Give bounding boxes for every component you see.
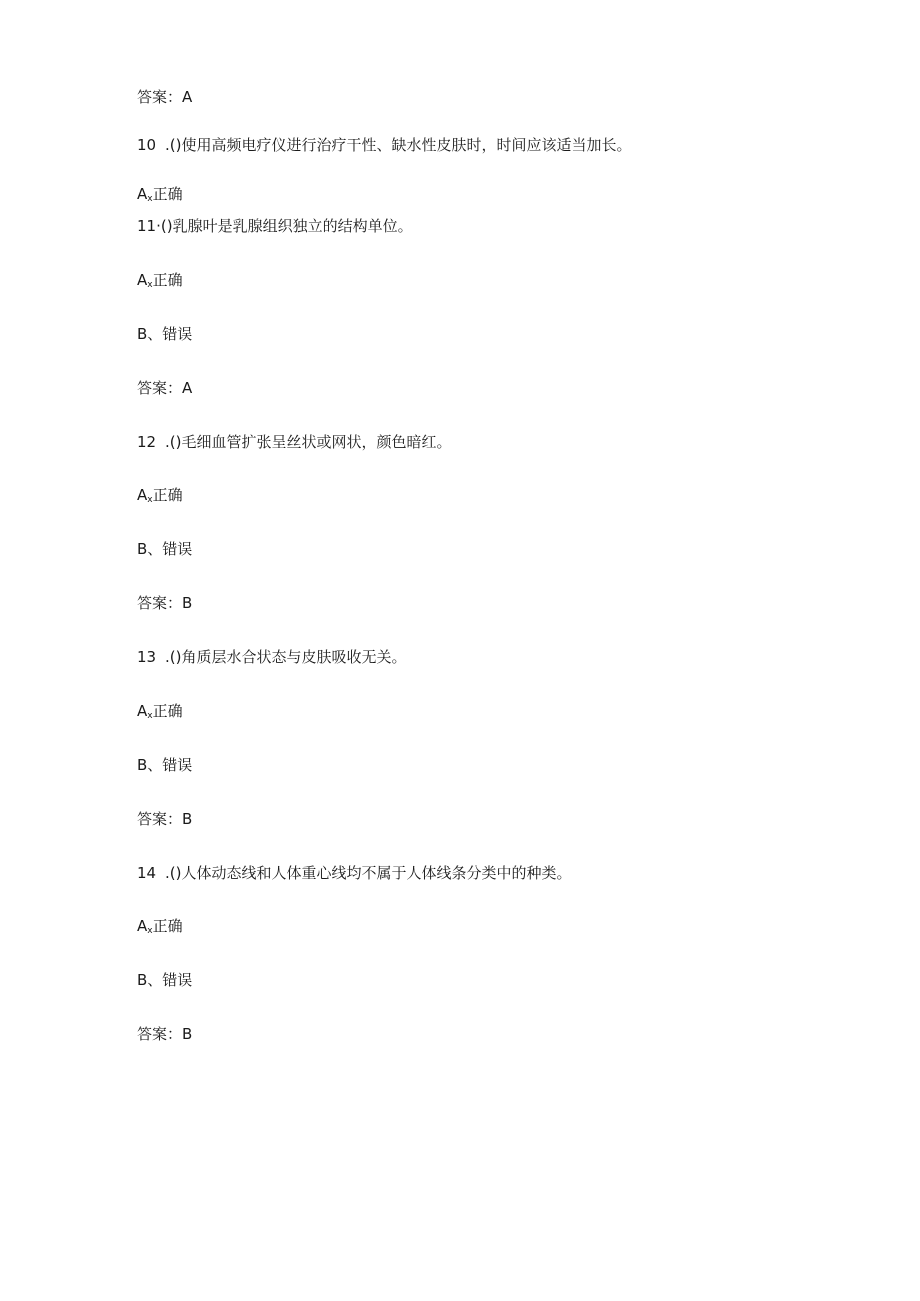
answer-text: 答案：B	[137, 810, 193, 828]
question-10	[137, 135, 631, 155]
answer-text: 答案：A	[137, 88, 193, 106]
option-b	[137, 970, 192, 990]
question-number: 11·	[137, 217, 161, 235]
answer-text: 答案：A	[137, 379, 193, 397]
option-text: 、错误	[147, 971, 193, 989]
answer-line	[137, 87, 192, 107]
answer-line	[137, 378, 192, 398]
option-letter: B	[137, 325, 148, 343]
option-letter: B	[137, 540, 148, 558]
option-a	[137, 270, 183, 295]
answer-text: 答案：B	[137, 1025, 193, 1043]
option-b	[137, 324, 192, 344]
question-11	[137, 216, 413, 236]
option-text: 、错误	[147, 540, 193, 558]
option-letter: $A_x$	[137, 271, 153, 290]
question-text: ()乳腺叶是乳腺组织独立的结构单位。	[160, 217, 413, 235]
option-b	[137, 539, 192, 559]
option-a	[137, 485, 183, 510]
answer-line	[137, 809, 192, 829]
answer-line	[137, 593, 192, 613]
option-text: 正确	[152, 271, 183, 289]
option-letter: B	[137, 756, 148, 774]
question-number: 14	[137, 864, 157, 882]
answer-line	[137, 1024, 192, 1044]
option-text: 、错误	[147, 325, 193, 343]
answer-text: 答案：B	[137, 594, 193, 612]
question-text: .()使用高频电疗仪进行治疗干性、缺水性皮肤时，时间应该适当加长。	[165, 136, 632, 154]
option-text: 正确	[152, 917, 183, 935]
question-text: .()毛细血管扩张呈丝状或网状，颜色暗红。	[165, 433, 452, 451]
option-a	[137, 916, 183, 941]
question-number: 12	[137, 433, 157, 451]
option-letter: $A_x$	[137, 917, 153, 936]
option-letter: $A_x$	[137, 185, 153, 204]
option-letter: $A_x$	[137, 486, 153, 505]
question-14	[137, 863, 571, 883]
question-text: .()人体动态线和人体重心线均不属于人体线条分类中的种类。	[165, 864, 572, 882]
option-a	[137, 184, 183, 209]
option-text: 、错误	[147, 756, 193, 774]
option-text: 正确	[152, 702, 183, 720]
question-number: 13	[137, 648, 157, 666]
option-b	[137, 755, 192, 775]
option-a	[137, 701, 183, 726]
question-13	[137, 647, 406, 667]
question-text: .()角质层水合状态与皮肤吸收无关。	[165, 648, 407, 666]
option-letter: $A_x$	[137, 702, 153, 721]
question-number: 10	[137, 136, 157, 154]
option-text: 正确	[152, 486, 183, 504]
option-letter: B	[137, 971, 148, 989]
option-text: 正确	[152, 185, 183, 203]
question-12	[137, 432, 451, 452]
